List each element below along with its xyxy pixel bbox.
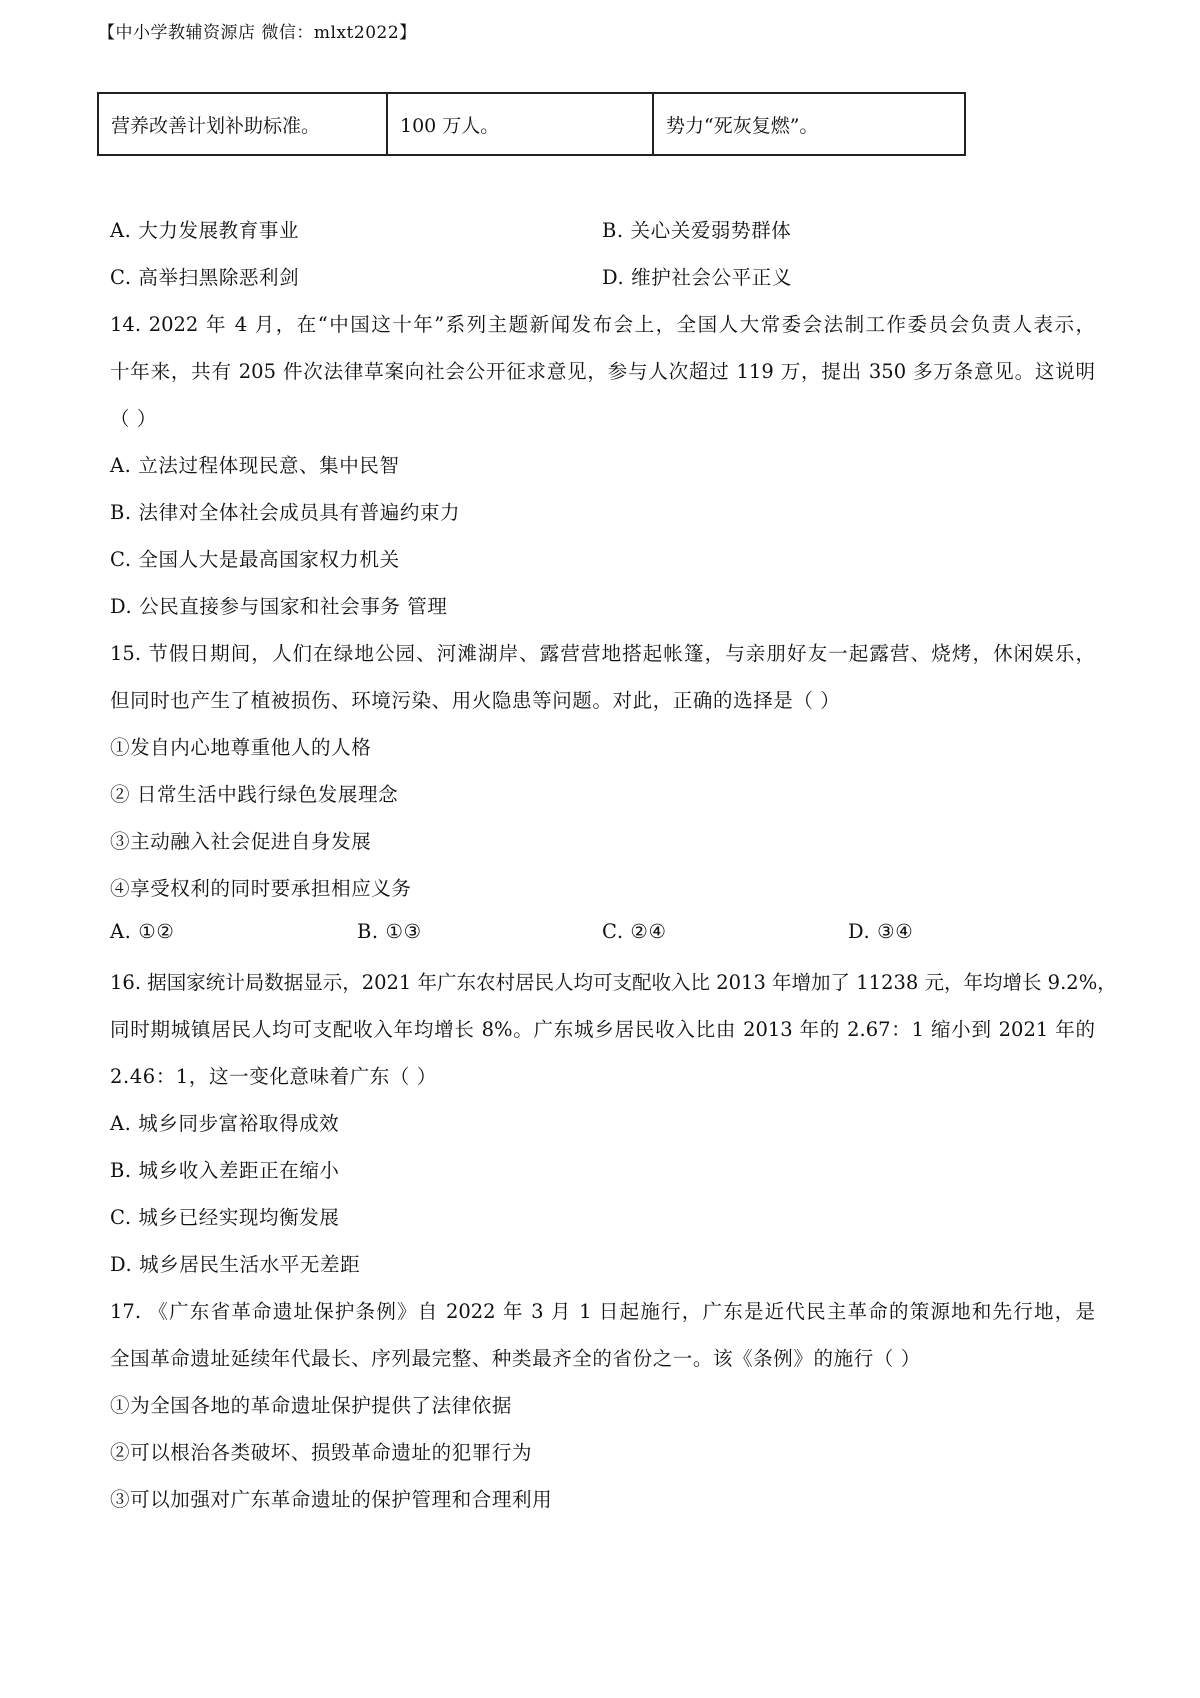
q13-option-b: B. 关心关爱弱势群体 (602, 219, 792, 242)
q16-stem-line-2: 同时期城镇居民人均可支配收入年均增长 8%。广东城乡居民收入比由 2013 年的 2.67：1 缩小到 2021 年的 (110, 1018, 1095, 1041)
q15-stem-line-1: 15. 节假日期间，人们在绿地公园、河滩湖岸、露营营地搭起帐篷，与亲朋好友一起露营、烧烤，休闲娱乐， (110, 642, 1095, 665)
q15-statement-2: ② 日常生活中践行绿色发展理念 (110, 783, 399, 806)
page-header: 【中小学教辅资源店 微信：mlxt2022】 (98, 23, 417, 43)
q14-option-b: B. 法律对全体社会成员具有普遍约束力 (110, 501, 461, 524)
q17-statement-2: ②可以根治各类破坏、损毁革命遗址的犯罪行为 (110, 1441, 533, 1464)
q14-option-d: D. 公民直接参与国家和社会事务 管理 (110, 595, 448, 618)
q15-statement-1: ①发自内心地尊重他人的人格 (110, 736, 372, 759)
q17-stem-line-1: 17. 《广东省革命遗址保护条例》自 2022 年 3 月 1 日起施行，广东是近代民主革命的策源地和先行地，是 (110, 1300, 1095, 1323)
q15-statement-4: ④享受权利的同时要承担相应义务 (110, 877, 412, 900)
q17-stem-line-2: 全国革命遗址延续年代最长、序列最完整、种类最齐全的省份之一。该《条例》的施行（ ） (110, 1347, 921, 1370)
q13-option-c: C. 高举扫黑除恶利剑 (110, 266, 300, 289)
q15-option-c: C. ②④ (602, 920, 667, 943)
table-cell: 势力“死灰复燃”。 (653, 93, 965, 155)
q15-statement-3: ③主动融入社会促进自身发展 (110, 830, 372, 853)
q14-option-a: A. 立法过程体现民意、集中民智 (110, 454, 400, 477)
q16-stem-line-3: 2.46：1，这一变化意味着广东（ ） (110, 1065, 437, 1088)
q15-stem-line-2: 但同时也产生了植被损伤、环境污染、用火隐患等问题。对此，正确的选择是（ ） (110, 689, 841, 712)
table-row (98, 93, 965, 155)
q14-option-c: C. 全国人大是最高国家权力机关 (110, 548, 400, 571)
q15-option-b: B. ①③ (357, 920, 422, 943)
fragment-table (97, 92, 966, 156)
q14-answer-bracket: （ ） (110, 407, 157, 430)
q17-statement-3: ③可以加强对广东革命遗址的保护管理和合理利用 (110, 1488, 553, 1511)
q14-stem-line-2: 十年来，共有 205 件次法律草案向社会公开征求意见，参与人次超过 119 万，提出 350 多万条意见。这说明 (110, 360, 1095, 383)
q15-option-d: D. ③④ (848, 920, 914, 943)
q16-option-a: A. 城乡同步富裕取得成效 (110, 1112, 340, 1135)
q16-option-d: D. 城乡居民生活水平无差距 (110, 1253, 361, 1276)
q16-stem-line-1: 16. 据国家统计局数据显示，2021 年广东农村居民人均可支配收入比 2013 年增加了 11238 元，年均增长 9.2%， (110, 971, 1117, 994)
q14-stem-line-1: 14. 2022 年 4 月，在“中国这十年”系列主题新闻发布会上，全国人大常委会法制工作委员会负责人表示， (110, 313, 1095, 336)
q16-option-c: C. 城乡已经实现均衡发展 (110, 1206, 340, 1229)
q13-option-d: D. 维护社会公平正义 (602, 266, 792, 289)
q15-option-a: A. ①② (110, 920, 175, 943)
q17-statement-1: ①为全国各地的革命遗址保护提供了法律依据 (110, 1394, 513, 1417)
table-cell: 营养改善计划补助标准。 (98, 93, 387, 155)
q13-option-a: A. 大力发展教育事业 (110, 219, 300, 242)
table-cell: 100 万人。 (387, 93, 653, 155)
q16-option-b: B. 城乡收入差距正在缩小 (110, 1159, 340, 1182)
